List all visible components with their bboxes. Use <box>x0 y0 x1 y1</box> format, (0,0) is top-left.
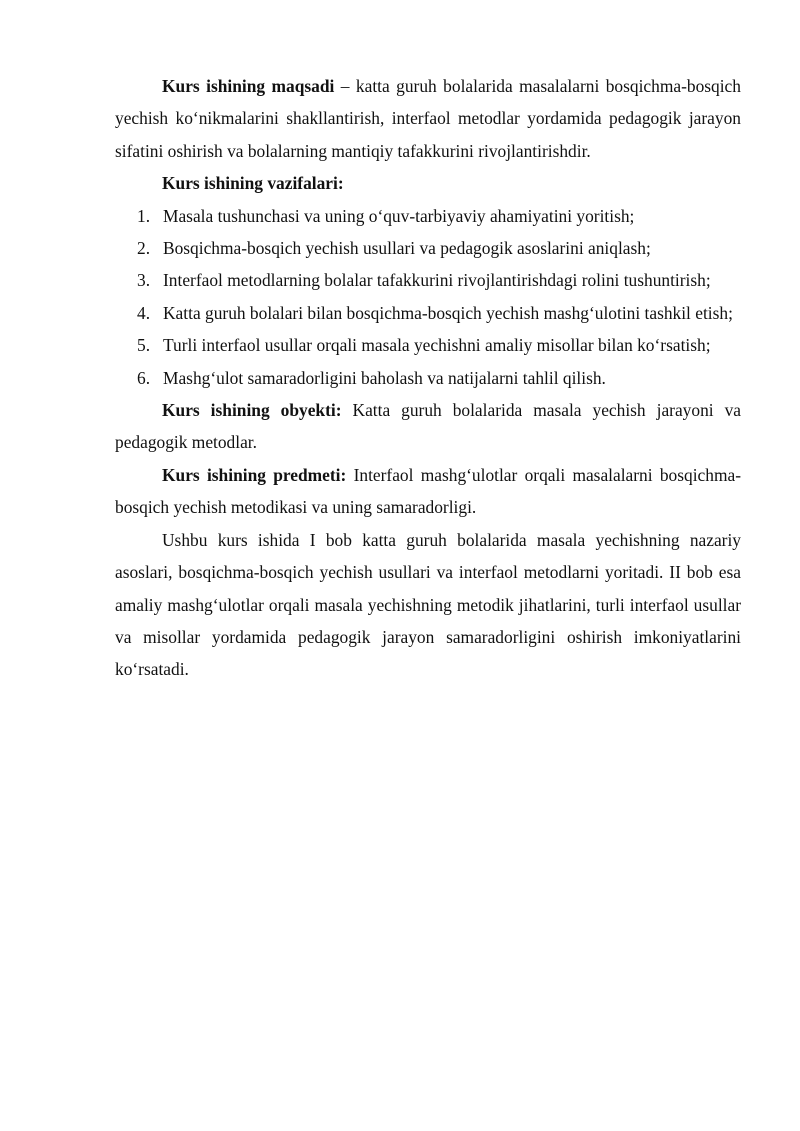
purpose-paragraph <box>115 70 741 167</box>
list-item-text: Turli interfaol usullar orqali masala yechishni amaliy misollar bilan koʻrsatish; <box>163 335 711 356</box>
subject-label: Kurs ishining predmeti: <box>162 464 347 485</box>
list-item <box>115 329 741 361</box>
list-item-number: 1. <box>137 205 151 226</box>
list-item <box>115 297 741 329</box>
document-page <box>115 70 741 686</box>
subject-text: Interfaol mashgʻulotlar orqali masalalarni bosqichma-bosqich yechish metodikasi va uning samaradorligi. <box>115 464 742 518</box>
list-item <box>115 362 741 394</box>
object-text: Katta guruh bolalarida masala yechish jarayoni va pedagogik metodlar. <box>115 400 741 453</box>
list-item-text: Bosqichma-bosqich yechish usullari va pedagogik asoslarini aniqlash; <box>163 238 651 259</box>
list-item-number: 4. <box>137 302 151 323</box>
list-item-text: Katta guruh bolalari bilan bosqichma-bosqich yechish mashgʻulotini tashkil etish; <box>163 302 733 323</box>
tasks-list <box>115 200 741 394</box>
list-item-text: Mashgʻulot samaradorligini baholash va natijalarni tahlil qilish. <box>163 367 606 388</box>
subject-paragraph <box>115 459 741 524</box>
purpose-text: – katta guruh bolalarida masalalarni bosqichma-bosqich yechish koʻnikmalarini shakllantirish, interfaol metodlar yordamida pedagogik jarayon sifatini oshirish va bolalarning mantiqiy tafakkurini rivojlantirishdir. <box>115 76 741 161</box>
list-item-number: 5. <box>137 335 151 356</box>
list-item <box>115 200 741 232</box>
list-item-number: 6. <box>137 367 151 388</box>
list-item-text: Masala tushunchasi va uning oʻquv-tarbiyaviy ahamiyatini yoritish; <box>163 205 635 226</box>
object-label: Kurs ishining obyekti: <box>162 400 342 421</box>
list-item-number: 2. <box>137 238 151 259</box>
list-item <box>115 264 741 296</box>
tasks-heading: Kurs ishining vazifalari: <box>162 173 344 194</box>
list-item-text: Interfaol metodlarning bolalar tafakkurini rivojlantirishdagi rolini tushuntirish; <box>163 270 711 291</box>
list-item-number: 3. <box>137 270 151 291</box>
object-paragraph <box>115 394 741 459</box>
summary-paragraph: Ushbu kurs ishida I bob katta guruh bolalarida masala yechishning nazariy asoslari, bosqichma-bosqich yechish usullari va interfaol metodlarni yoritadi. II bob esa amaliy mashgʻulotlar orqali masala yechishning metodik jihatlarini, turli interfaol usullar va misollar yordamida pedagogik jarayon samaradorligini oshirish imkoniyatlarini koʻrsatadi. <box>115 529 741 680</box>
list-item <box>115 232 741 264</box>
purpose-label: Kurs ishining maqsadi <box>162 76 335 96</box>
